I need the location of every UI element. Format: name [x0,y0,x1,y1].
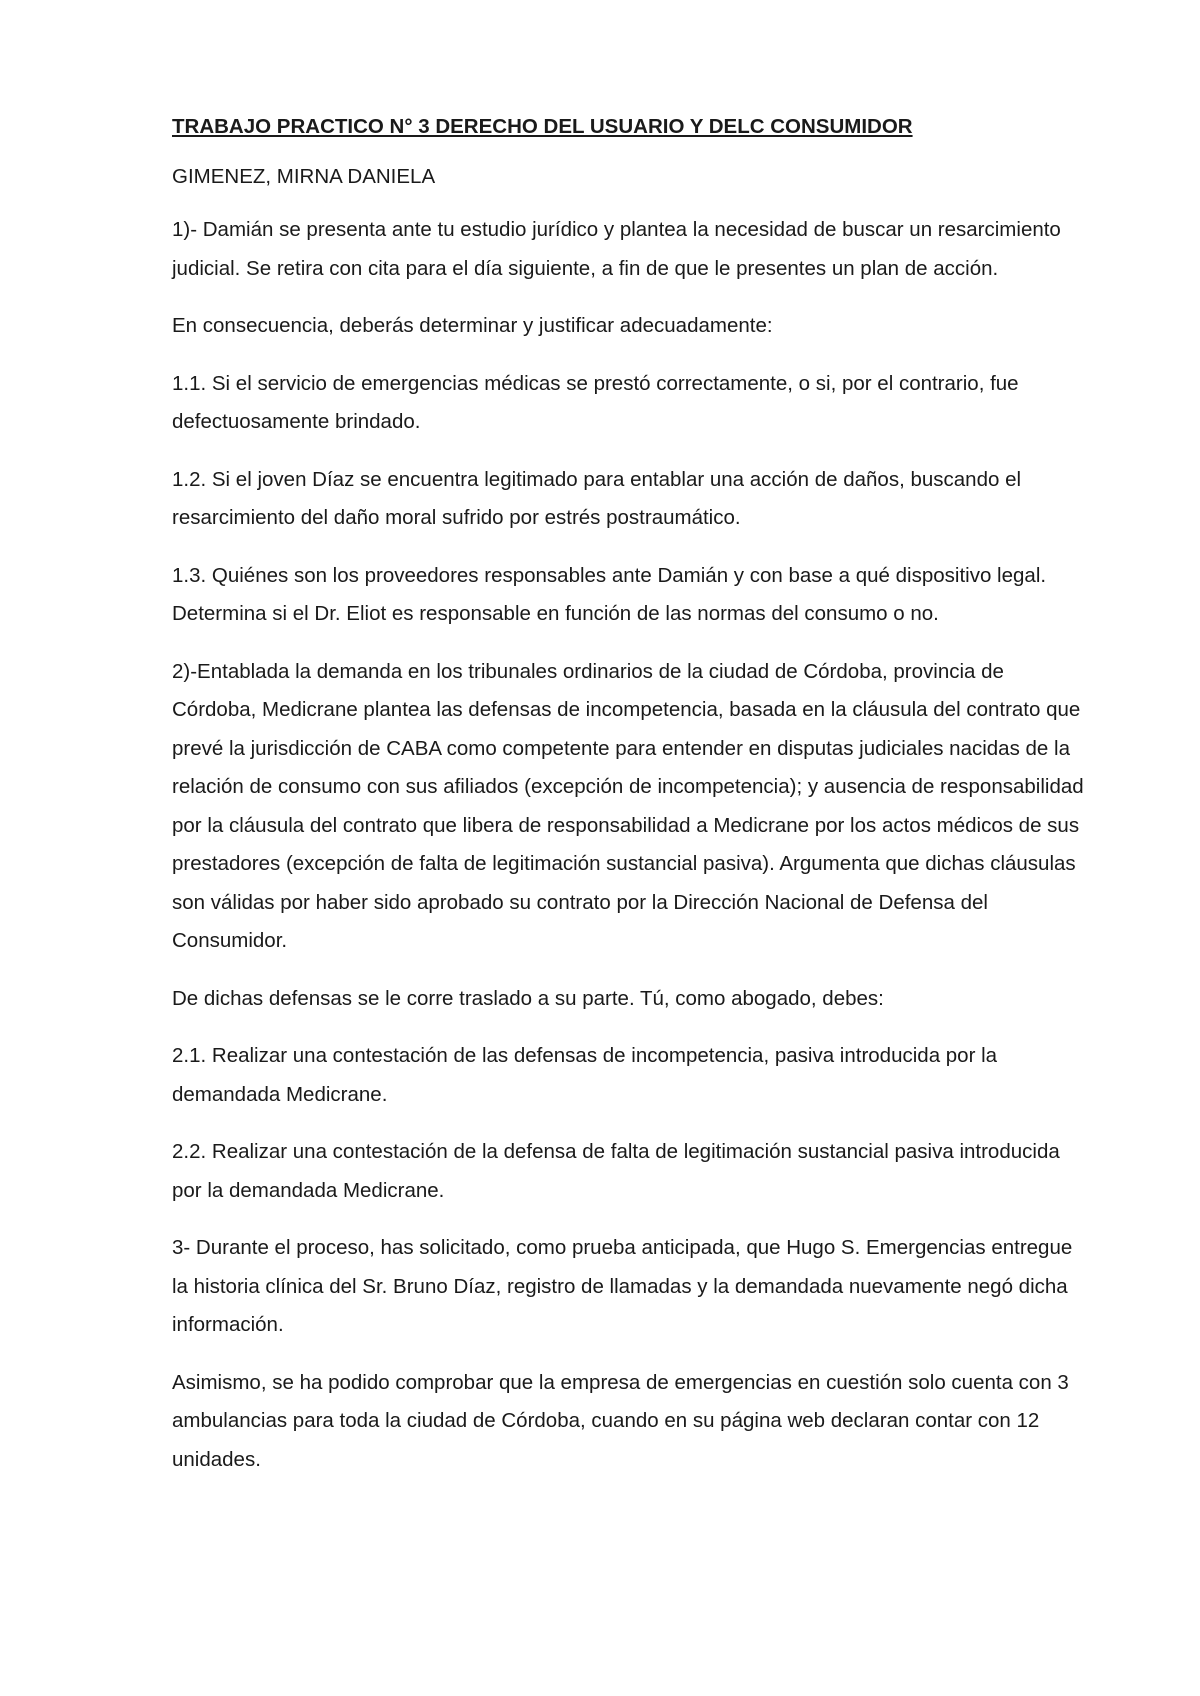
document-author: GIMENEZ, MIRNA DANIELA [172,165,436,188]
paragraph-3: 1.1. Si el servicio de emergencias médicas se prestó correctamente, o si, por el contrario, fue defectuosamente brindado. [172,371,1019,433]
paragraph-7: De dichas defensas se le corre traslado a su parte. Tú, como abogado, debes: [172,986,884,1010]
paragraph-10: 3- Durante el proceso, has solicitado, como prueba anticipada, que Hugo S. Emergencias entregue la historia clínica del Sr. Bruno Díaz, registro de llamadas y la demandada nuevamente negó dicha información. [172,1236,1073,1336]
paragraph-5: 1.3. Quiénes son los proveedores responsables ante Damián y con base a qué dispositivo legal. Determina si el Dr. Eliot es responsable en función de las normas del consumo o no. [172,563,1047,625]
paragraph-9: 2.2. Realizar una contestación de la defensa de falta de legitimación sustancial pasiva introducida por la demandada Medicrane. [172,1140,1060,1202]
paragraph-6: 2)-Entablada la demanda en los tribunales ordinarios de la ciudad de Córdoba, provincia de Córdoba, Medicrane plantea las defensas de incompetencia, basada en la cláusula del contrato que prevé la jurisdicción de CABA como competente para entender en disputas judiciales nacidas de la relación de consumo con sus afiliados (excepción de incompetencia); y ausencia de responsabilidad por la cláusula del contrato que libera de responsabilidad a Medicrane por los actos médicos de sus prestadores (excepción de falta de legitimación sustancial pasiva). Argumenta que dichas cláusulas son válidas por haber sido aprobado su contrato por la Dirección Nacional de Defensa del Consumidor. [172,659,1084,952]
paragraph-4: 1.2. Si el joven Díaz se encuentra legitimado para entablar una acción de daños, buscando el resarcimiento del daño moral sufrido por estrés postraumático. [172,467,1022,529]
paragraph-11: Asimismo, se ha podido comprobar que la empresa de emergencias en cuestión solo cuenta con 3 ambulancias para toda la ciudad de Córdoba, cuando en su página web declaran contar con 12 unidades. [172,1370,1069,1471]
paragraph-8: 2.1. Realizar una contestación de las defensas de incompetencia, pasiva introducida por la demandada Medicrane. [172,1044,998,1106]
paragraph-1: 1)- Damián se presenta ante tu estudio jurídico y plantea la necesidad de buscar un resarcimiento judicial. Se retira con cita para el día siguiente, a fin de que le presentes un plan de acción. [172,218,1061,280]
document-title: TRABAJO PRACTICO N° 3 DERECHO DEL USUARIO Y DELC CONSUMIDOR [172,115,913,138]
paragraph-2: En consecuencia, deberás determinar y justificar adecuadamente: [172,314,773,337]
document-body [172,112,1092,1498]
